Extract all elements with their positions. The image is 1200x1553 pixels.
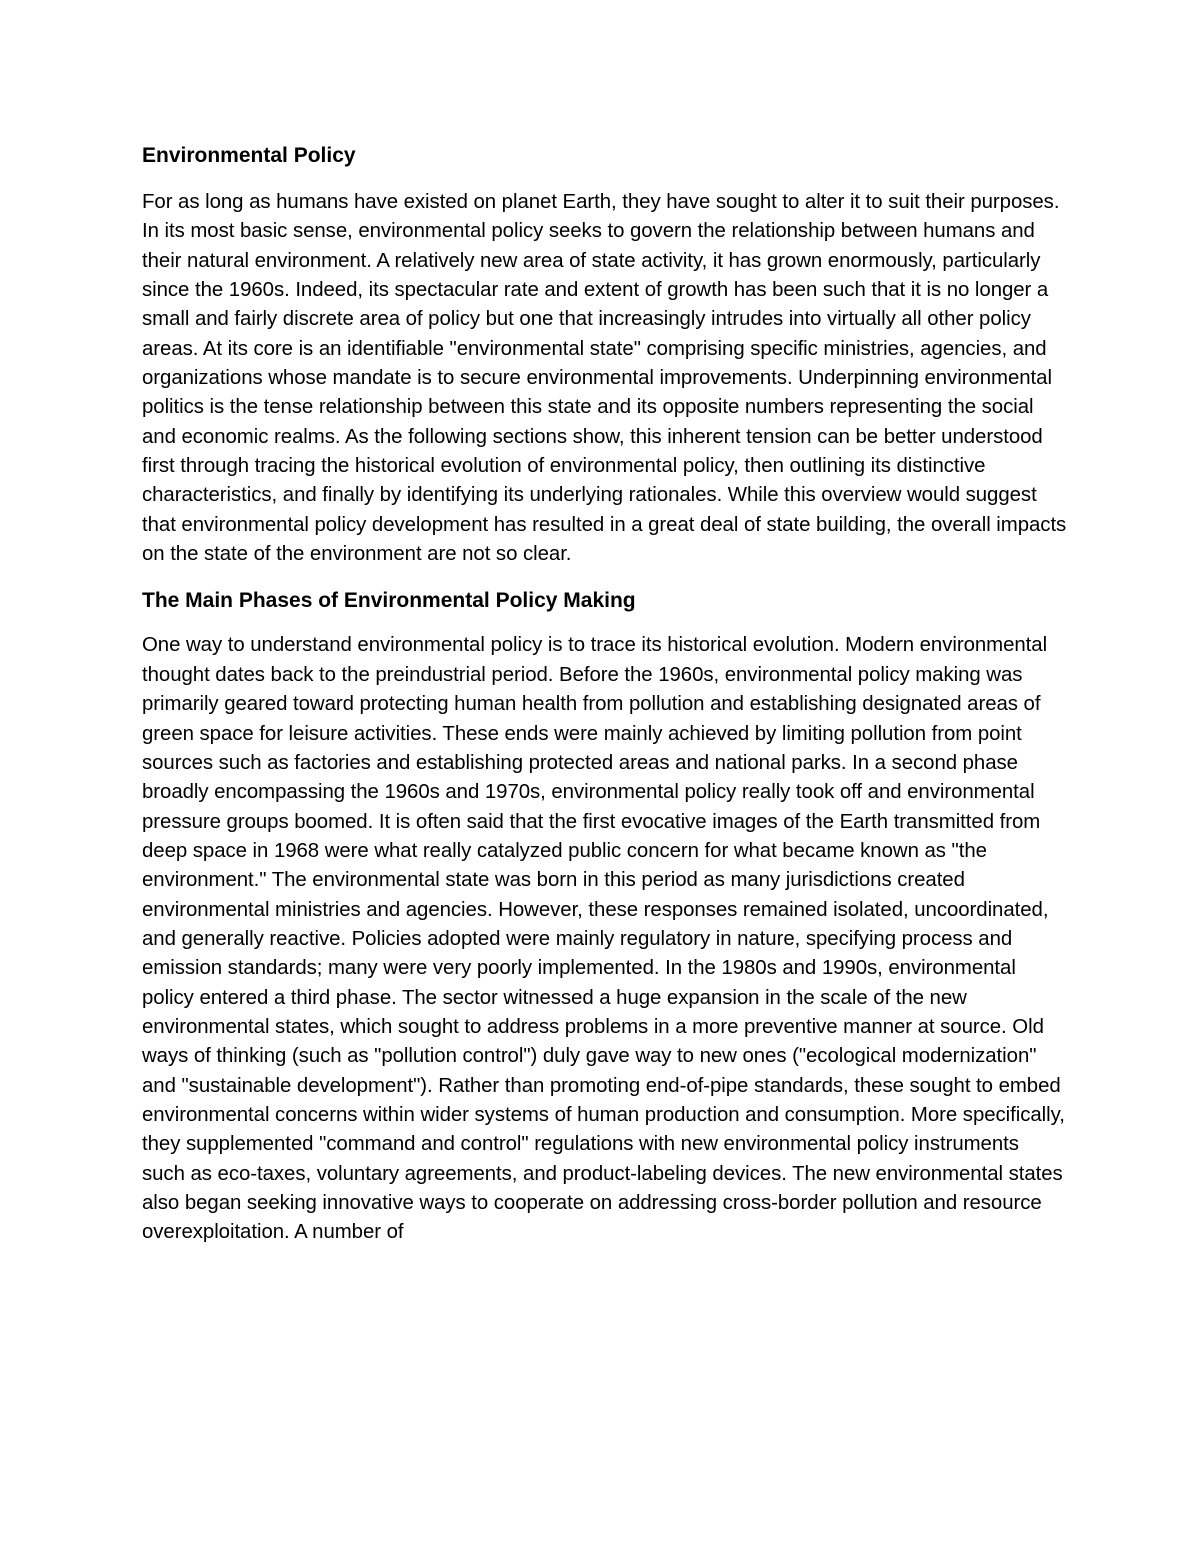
section-heading-main-phases: The Main Phases of Environmental Policy Making [142, 589, 636, 613]
document-page [142, 141, 1067, 1248]
intro-paragraph: For as long as humans have existed on planet Earth, they have sought to alter it to suit their purposes. In its most basic sense, environmental policy seeks to govern the relationship between humans and their natural environment. A relatively new area of state activity, it has grown enormously, particularly since the 1960s. Indeed, its spectacular rate and extent of growth has been such that it is no longer a small and fairly discrete area of policy but one that increasingly intrudes into virtually all other policy areas. At its core is an identifiable "environmental state" comprising specific ministries, agencies, and organizations whose mandate is to secure environmental improvements. Underpinning environmental politics is the tense relationship between this state and its opposite numbers representing the social and economic realms. As the following sections show, this inherent tension can be better understood first through tracing the historical evolution of environmental policy, then outlining its distinctive characteristics, and finally by identifying its underlying rationales. While this overview would suggest that environmental policy development has resulted in a great deal of state building, the overall impacts on the state of the environment are not so clear. [142, 191, 1067, 566]
section-heading-environmental-policy: Environmental Policy [142, 144, 356, 167]
main-phases-paragraph: One way to understand environmental policy is to trace its historical evolution. Modern environmental thought dates back to the preindustrial period. Before the 1960s, environmental policy making was primarily geared toward protecting human health from pollution and establishing designated areas of green space for leisure activities. These ends were mainly achieved by limiting pollution from point sources such as factories and establishing protected areas and national parks. In a second phase broadly encompassing the 1960s and 1970s, environmental policy really took off and environmental pressure groups boomed. It is often said that the first evocative images of the Earth transmitted from deep space in 1968 were what really catalyzed public concern for what became known as "the environment." The environmental state was born in this period as many jurisdictions created environmental ministries and agencies. However, these responses remained isolated, uncoordinated, and generally reactive. Policies adopted were mainly regulatory in nature, specifying process and emission standards; many were very poorly implemented. In the 1980s and 1990s, environmental policy entered a third phase. The sector witnessed a huge expansion in the scale of the new environmental states, which sought to address problems in a more preventive manner at source. Old ways of thinking (such as "pollution control") duly gave way to new ones ("ecological modernization" and "sustainable development"). Rather than promoting end-of-pipe standards, these sought to embed environmental concerns within wider systems of human production and consumption. More specifically, they supplemented "command and control" regulations with new environmental policy instruments such as eco-taxes, voluntary agreements, and product-labeling devices. The new environmental states also began seeking innovative ways to cooperate on addressing cross-border pollution and resource overexploitation. A number of [142, 634, 1065, 1244]
